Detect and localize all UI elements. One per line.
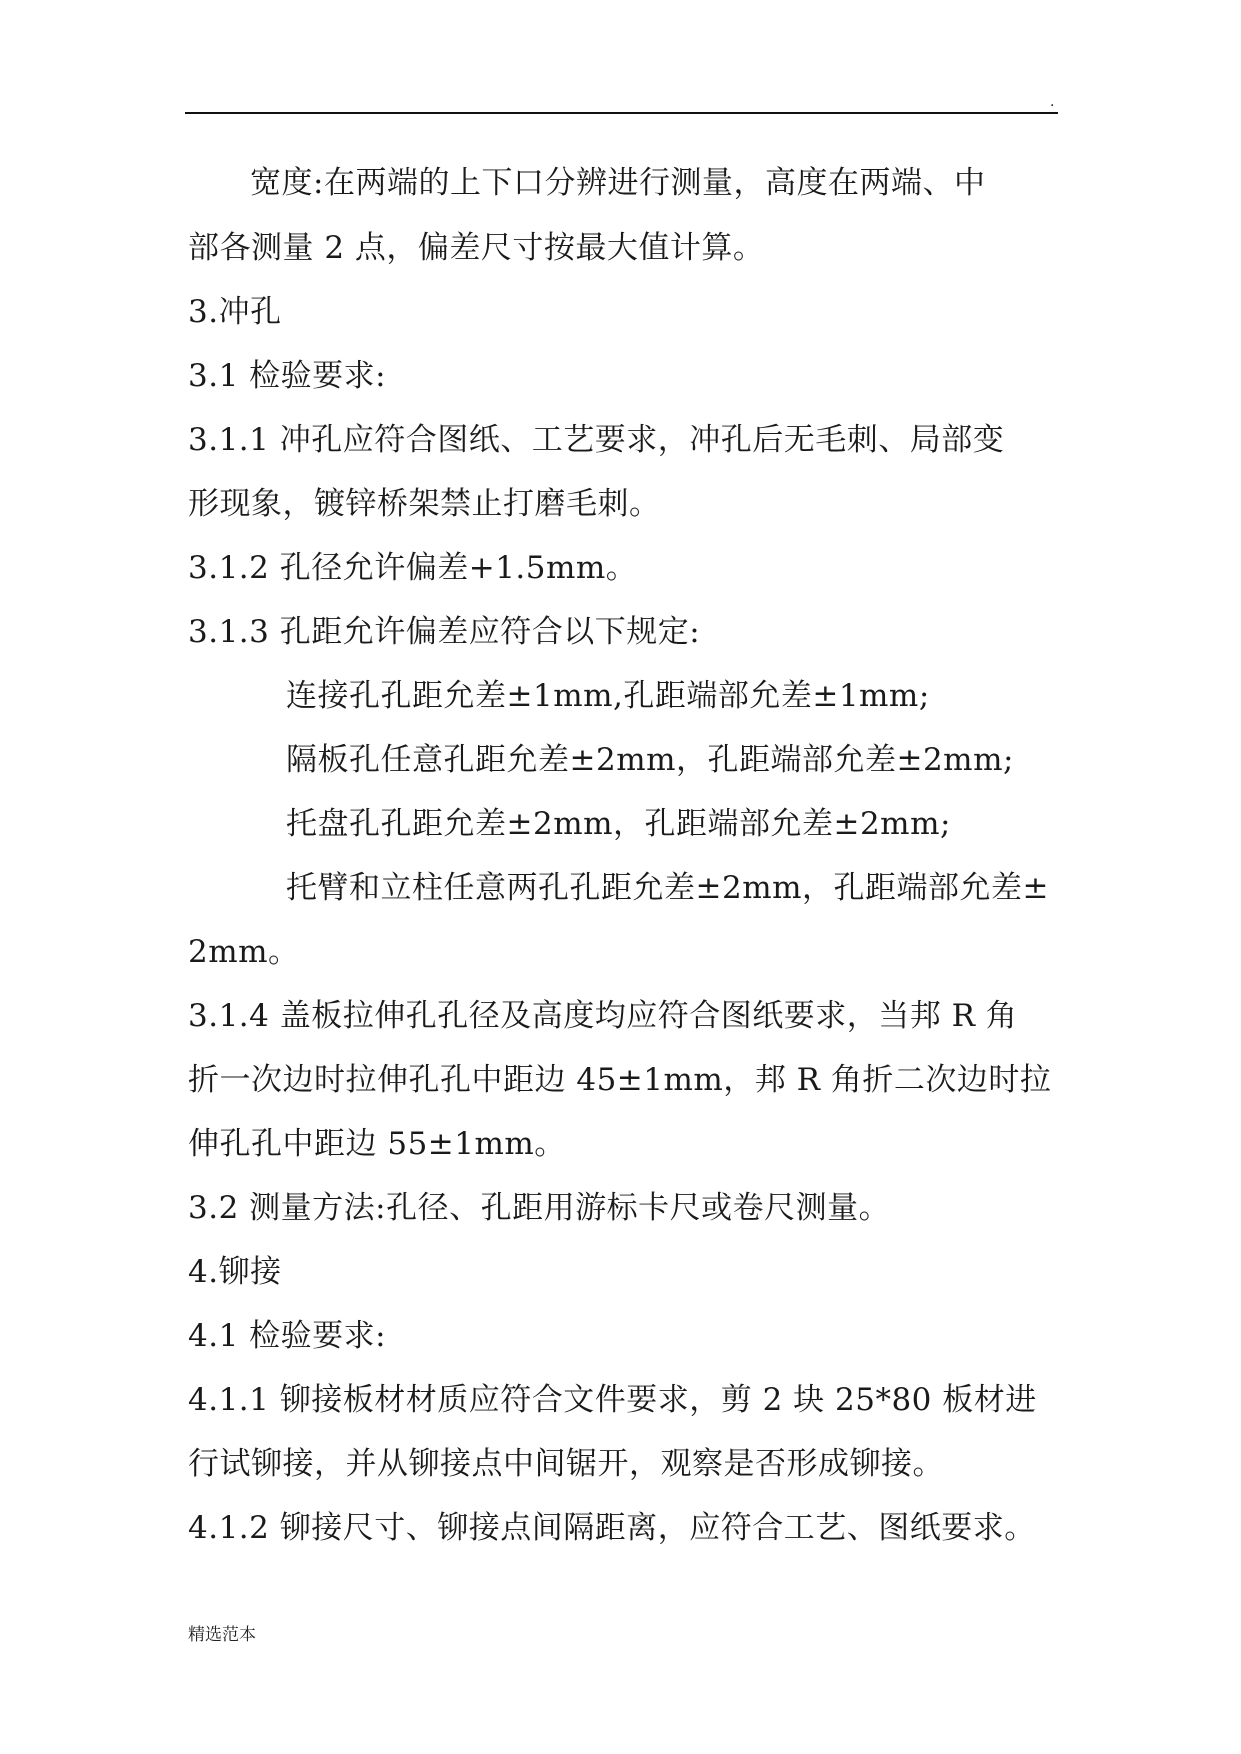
indented-line: 隔板孔任意孔距允差±2mm，孔距端部允差±2mm; — [286, 742, 1014, 778]
paragraph-line: 3.1.1 冲孔应符合图纸、工艺要求，冲孔后无毛刺、局部变 — [188, 422, 1005, 458]
paragraph-line: 3.1.2 孔径允许偏差+1.5mm。 — [188, 550, 638, 586]
subsection-heading: 4.1 检验要求: — [188, 1318, 387, 1354]
section-heading: 4.铆接 — [188, 1254, 282, 1290]
indented-line: 连接孔孔距允差±1mm,孔距端部允差±1mm; — [286, 678, 930, 714]
paragraph-line: 4.1.2 铆接尺寸、铆接点间隔距离，应符合工艺、图纸要求。 — [188, 1510, 1036, 1546]
paragraph-line: 形现象，镀锌桥架禁止打磨毛刺。 — [188, 486, 661, 522]
paragraph-line: 2mm。 — [188, 934, 300, 970]
paragraph-line: 4.1.1 铆接板材材质应符合文件要求，剪 2 块 25*80 板材进 — [188, 1382, 1037, 1418]
header-dot: . — [1050, 94, 1055, 110]
footer-label: 精选范本 — [188, 1625, 256, 1645]
subsection-heading: 3.1 检验要求: — [188, 358, 387, 394]
header-rule — [185, 112, 1058, 114]
paragraph-line: 折一次边时拉伸孔孔中距边 45±1mm，邦 R 角折二次边时拉 — [188, 1062, 1052, 1098]
indented-line: 托臂和立柱任意两孔孔距允差±2mm，孔距端部允差± — [286, 870, 1049, 906]
section-heading: 3.冲孔 — [188, 294, 282, 330]
paragraph-line: 3.1.4 盖板拉伸孔孔径及高度均应符合图纸要求，当邦 R 角 — [188, 998, 1018, 1034]
paragraph-line: 3.1.3 孔距允许偏差应符合以下规定: — [188, 614, 701, 650]
paragraph-line: 宽度:在两端的上下口分辨进行测量，高度在两端、中 — [250, 165, 986, 201]
paragraph-line: 伸孔孔中距边 55±1mm。 — [188, 1126, 566, 1162]
paragraph-line: 行试铆接，并从铆接点中间锯开，观察是否形成铆接。 — [188, 1446, 944, 1482]
paragraph-line: 3.2 测量方法:孔径、孔距用游标卡尺或卷尺测量。 — [188, 1190, 891, 1226]
indented-line: 托盘孔孔距允差±2mm，孔距端部允差±2mm; — [286, 806, 951, 842]
paragraph-line: 部各测量 2 点，偏差尺寸按最大值计算。 — [188, 230, 765, 266]
